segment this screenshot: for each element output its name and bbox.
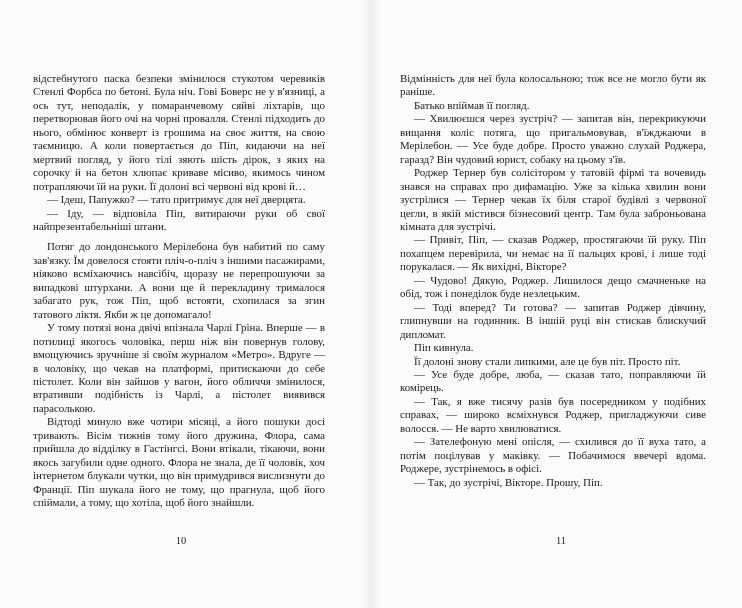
paragraph: — Так, до зустрічі, Вікторе. Прошу, Піп. (414, 476, 603, 489)
paragraph: — Усе буде добре, люба, — сказав тато, поправляючи їй комірець. (400, 368, 706, 395)
right-page-text (400, 73, 706, 490)
paragraph: — Іду, — відповіла Піп, витираючи руки об свої найпрезентабельніші штани. (33, 207, 325, 233)
right-page (371, 0, 742, 608)
paragraph: — Ідеш, Папужко? — тато притримує для неї дверцята. (47, 194, 306, 207)
page-number: 11 (555, 536, 567, 547)
paragraph: Відмінність для неї була колосальною; тож все не могло бути як раніше. (400, 73, 706, 99)
paragraph: Батько впіймав її погляд. (414, 99, 530, 112)
page-number: 10 (175, 536, 187, 547)
paragraph: Її долоні знову стали липкими, але це був піт. Просто піт. (414, 355, 681, 368)
paragraph: У тому потязі вона двічі впізнала Чарлі Гріна. Вперше — в потилиці якогось чоловіка, перш ніж він повернув голову, вмощуючись зручніше зі своїм журналом «Метро». Вдруге — в чоловіку, що чекав на платформі, притискаючи до себе пістолет. Коли він зайшов у вагон, його обличчя змінилося, втративши подібність із Чарлі, а пістолет виявився парасолькою. (33, 322, 325, 415)
paragraph: — Зателефоную мені опісля, — схилився до її вуха тато, а потім поцілував у маківку. — Побачимося ввечері вдома. Роджере, зустрінемось в офісі. (400, 436, 706, 476)
paragraph: Відтоді минуло вже чотири місяці, а його пошуки досі тривають. Вісім тижнів тому його дружина, Флора, сама прийшла до відділку в Гастінгсі. Вони втікали, тікаючи, вони якось загубили одне одного. Флора не знала, де її чоловік, хоч інтернетом блукали чутки, що він примудрився вислизнути до Франції. Піп шукала його не тому, що прагнула, щоб його спіймали, а тому, що хотіла, щоб його знайшли. (33, 416, 325, 510)
paragraph: відстебнутого паска безпеки змінилося стукотом черевиків Стенлі Форбса по бетоні. Була ніч. Гові Боверс не у в'язниці, а ось тут, неподалік, у помаранчевому сяйві ліхтарів, що перетворював його очі на чорні провалля. Стенлі підходить до нього, обмінює конверт із грошима на своє життя, на свою таємницю. А коли повертається до Піп, кидаючи на неї мертвий погляд, у його тілі зяють шість дірок, з яких на сорочку й на бетон хлюпає криваве місиво, якимось чином потрапляючи їй на руки. Її долоні всі червоні від крові й… (33, 73, 325, 193)
paragraph: — Тоді вперед? Ти готова? — запитав Роджер дівчину, глипнувши на годинник. В іншій руці він стискав блискучий дипломат. (400, 301, 706, 341)
paragraph: Роджер Тернер був солісітором у татовій фірмі та вочевидь знався на справах про дифамацію. Уже за кілька хвилин вони зустрілися — Тернер чекав їх біля старої будівлі з червоної цегли, в якій містився бізнесовий центр. Там була заброньована кімната для зустрічі. (400, 167, 706, 233)
paragraph: — Привіт, Піп, — сказав Роджер, простягаючи їй руку. Піп похапцем перевірила, чи немає на її пальцях крові, і лише тоді порукалася. — Як вихідні, Вікторе? (400, 234, 706, 274)
paragraph: — Так, я вже тисячу разів був посередником у подібних справах, — широко всміхнувся Роджер, пригладжуючи сиве волосся. — Не варто хвилюватися. (400, 395, 706, 435)
paragraph: — Хвилюєшся через зустріч? — запитав він, перекрикуючи вищання коліс потяга, що пригальмовував, в'їжджаючи в Мерілебон. — Усе буде добре. Просто уважно слухай Роджера, гаразд? Він чудовий юрист, собаку на цьому з'їв. (400, 113, 706, 166)
paragraph: — Чудово! Дякую, Роджер. Лишилося дещо смачненьке на обід, тож і понеділок буде незлецьким. (400, 274, 706, 301)
book-gutter-shadow (362, 0, 380, 608)
paragraph: Потяг до лондонського Мерілебона був набитий по саму зав'язку. Їм довелося стояти пліч-о-пліч з іншими пасажирами, ніяково всміхаючись навсібіч, щоразу не перепрошуючи за випадкові штурхани. А вони ще й перекладину трималося забагато рук, тож Піп, щоб встояти, схопилася за згин татового ліктя. Якби ж це допомагало! (33, 241, 325, 321)
left-page-text (33, 73, 325, 511)
paragraph: Піп кивнула. (414, 342, 474, 355)
